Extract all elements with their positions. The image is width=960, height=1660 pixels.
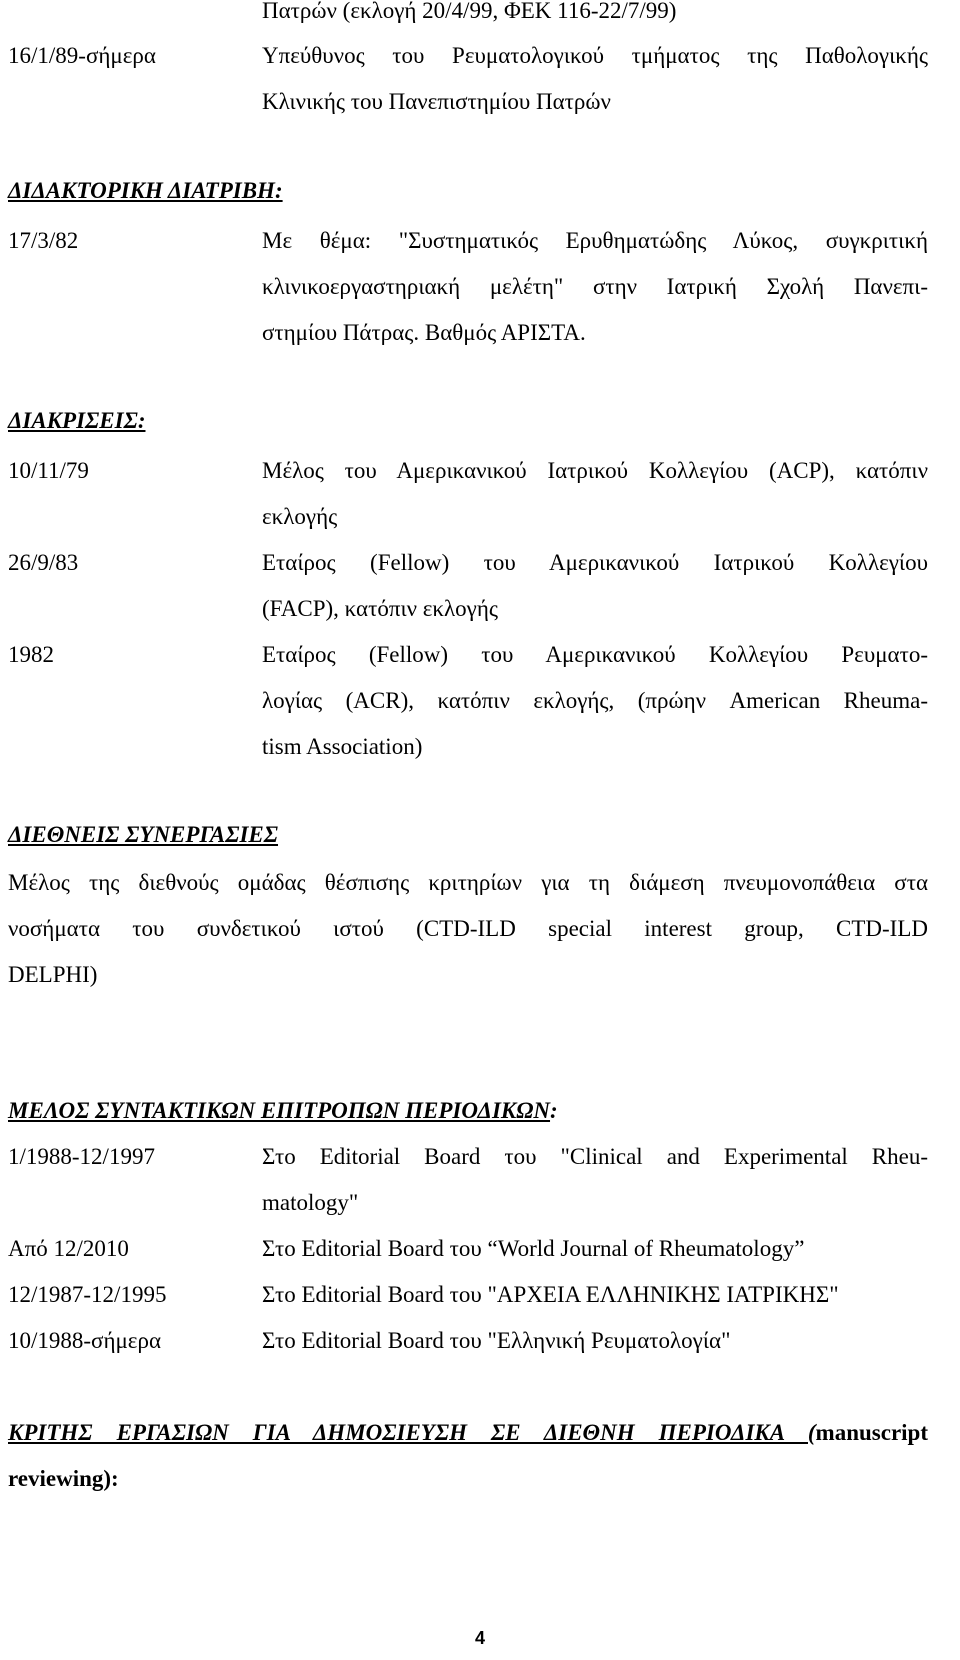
entry-line: Εταίρος (Fellow) του Αμερικανικού Κολλεγίου Ρευματο- bbox=[262, 642, 928, 667]
heading-line: reviewing): bbox=[8, 1466, 119, 1491]
section-heading-editorial: ΜΕΛΟΣ ΣΥΝΤΑΚΤΙΚΩΝ ΕΠΙΤΡΟΠΩΝ ΠΕΡΙΟΔΙΚΩΝ: bbox=[8, 1098, 558, 1123]
page-number: 4 bbox=[474, 1628, 485, 1648]
continuation-line: Πατρών (εκλογή 20/4/99, ΦΕΚ 116-22/7/99) bbox=[262, 0, 677, 23]
entry-date: 17/3/82 bbox=[8, 228, 79, 253]
entry-line: λογίας (ACR), κατόπιν εκλογής, (πρώην American Rheuma- bbox=[262, 688, 928, 713]
entry-line: Μέλος του Αμερικανικού Ιατρικού Κολλεγίου (ACP), κατόπιν bbox=[262, 458, 928, 483]
section-heading-thesis: ΔΙΔΑΚΤΟΡΙΚΗ ΔΙΑΤΡΙΒΗ: bbox=[8, 178, 283, 203]
entry-line: Στο Editorial Board του "ΑΡΧΕΙΑ ΕΛΛΗΝΙΚΗΣ ΙΑΤΡΙΚΗΣ" bbox=[262, 1282, 839, 1307]
entry-date: 1982 bbox=[8, 642, 54, 667]
section-heading-reviewing bbox=[8, 1410, 928, 1502]
entry-line: Εταίρος (Fellow) του Αμερικανικού Ιατρικού Κολλεγίου bbox=[262, 550, 928, 575]
entry-line: Στο Editorial Board του "Ελληνική Ρευματολογία" bbox=[262, 1328, 731, 1353]
entry-line: στημίου Πάτρας. Βαθμός ΑΡΙΣΤΑ. bbox=[262, 320, 586, 345]
paragraph-line: Μέλος της διεθνούς ομάδας θέσπισης κριτηρίων για τη διάμεση πνευμονοπάθεια στα bbox=[8, 870, 928, 895]
entry-line: Με θέμα: "Συστηματικός Ερυθηματώδης Λύκος, συγκριτική bbox=[262, 228, 928, 253]
entry-line: κλινικοεργαστηριακή μελέτη" στην Ιατρική Σχολή Πανεπι- bbox=[262, 274, 928, 299]
entry-line: Υπεύθυνος του Ρευματολογικού τμήματος της Παθολογικής bbox=[262, 43, 928, 68]
entry-line: matology" bbox=[262, 1190, 359, 1215]
entry-line: tism Association) bbox=[262, 734, 423, 759]
paragraph-line: DELPHI) bbox=[8, 962, 98, 987]
entry-date: 10/1988-σήμερα bbox=[8, 1328, 161, 1353]
entry-line: Κλινικής του Πανεπιστημίου Πατρών bbox=[262, 89, 611, 114]
collaborations-paragraph bbox=[8, 860, 928, 998]
entry-line: Στο Editorial Board του “World Journal of Rheumatology” bbox=[262, 1236, 805, 1261]
heading-line: ΚΡΙΤΗΣ ΕΡΓΑΣΙΩΝ ΓΙΑ ΔΗΜΟΣΙΕΥΣΗ ΣΕ ΔΙΕΘΝΗ ΠΕΡΙΟΔΙΚΑ (manuscript bbox=[8, 1420, 928, 1445]
entry-date: 12/1987-12/1995 bbox=[8, 1282, 167, 1307]
section-heading-awards: ΔΙΑΚΡΙΣΕΙΣ: bbox=[8, 408, 146, 433]
paragraph-line: νοσήματα του συνδετικού ιστού (CTD-ILD special interest group, CTD-ILD bbox=[8, 916, 928, 941]
section-heading-collaborations: ΔΙΕΘΝΕΙΣ ΣΥΝΕΡΓΑΣΙΕΣ bbox=[8, 822, 279, 847]
entry-line: (FACP), κατόπιν εκλογής bbox=[262, 596, 498, 621]
entry-date: 26/9/83 bbox=[8, 550, 79, 575]
entry-date: 1/1988-12/1997 bbox=[8, 1144, 155, 1169]
entry-date: 10/11/79 bbox=[8, 458, 89, 483]
entry-line: εκλογής bbox=[262, 504, 338, 529]
heading-colon: : bbox=[550, 1098, 558, 1123]
entry-line: Στο Editorial Board του "Clinical and Experimental Rheu- bbox=[262, 1144, 928, 1169]
entry-date: 16/1/89-σήμερα bbox=[8, 43, 156, 68]
entry-date: Από 12/2010 bbox=[8, 1236, 129, 1261]
